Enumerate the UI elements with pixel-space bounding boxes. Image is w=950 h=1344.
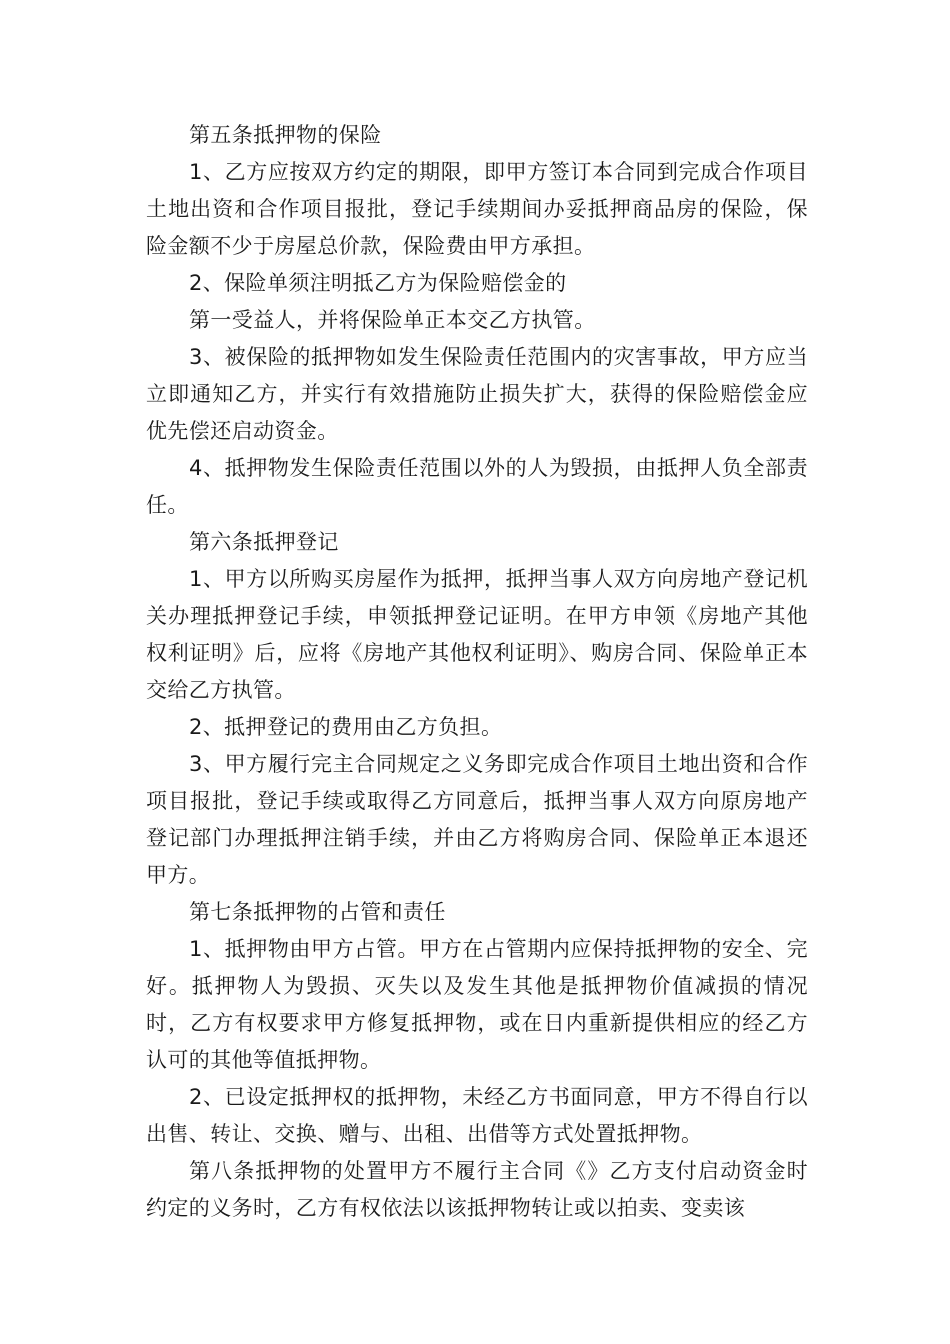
paragraph: 3、被保险的抵押物如发生保险责任范围内的灾害事故，甲方应当立即通知乙方，并实行有效措施防止损失扩大，获得的保险赔偿金应优先偿还启动资金。: [146, 345, 808, 443]
paragraph: 2、已设定抵押权的抵押物，未经乙方书面同意，甲方不得自行以出售、转让、交换、赠与、出租、出借等方式处置抵押物。: [146, 1085, 808, 1146]
section-heading-8-paragraph: 第八条抵押物的处置甲方不履行主合同《》乙方支付启动资金时约定的义务时，乙方有权依法以该抵押物转让或以拍卖、变卖该: [146, 1159, 808, 1220]
section-heading-7: 第七条抵押物的占管和责任: [189, 900, 446, 924]
paragraph: 1、甲方以所购买房屋作为抵押，抵押当事人双方向房地产登记机关办理抵押登记手续，申领抵押登记证明。在甲方申领《房地产其他权利证明》后，应将《房地产其他权利证明》、购房合同、保险单正本交给乙方执管。: [146, 567, 808, 702]
paragraph: 1、乙方应按双方约定的期限，即甲方签订本合同到完成合作项目土地出资和合作项目报批，登记手续期间办妥抵押商品房的保险，保险金额不少于房屋总价款，保险费由甲方承担。: [146, 160, 808, 258]
document-page: [146, 117, 808, 1227]
paragraph: 第一受益人，并将保险单正本交乙方执管。: [189, 308, 596, 332]
paragraph: 2、抵押登记的费用由乙方负担。: [189, 715, 503, 739]
paragraph: 3、甲方履行完主合同规定之义务即完成合作项目土地出资和合作项目报批，登记手续或取得乙方同意后，抵押当事人双方向原房地产登记部门办理抵押注销手续，并由乙方将购房合同、保险单正本退还甲方。: [146, 752, 808, 887]
paragraph: 2、保险单须注明抵乙方为保险赔偿金的: [189, 271, 567, 295]
paragraph: 1、抵押物由甲方占管。甲方在占管期内应保持抵押物的安全、完好。抵押物人为毁损、灭失以及发生其他是抵押物价值减损的情况时，乙方有权要求甲方修复抵押物，或在日内重新提供相应的经乙方认可的其他等值抵押物。: [146, 937, 808, 1072]
section-heading-5: 第五条抵押物的保险: [189, 123, 382, 147]
paragraph: 4、抵押物发生保险责任范围以外的人为毁损，由抵押人负全部责任。: [146, 456, 808, 517]
section-heading-6: 第六条抵押登记: [189, 530, 339, 554]
